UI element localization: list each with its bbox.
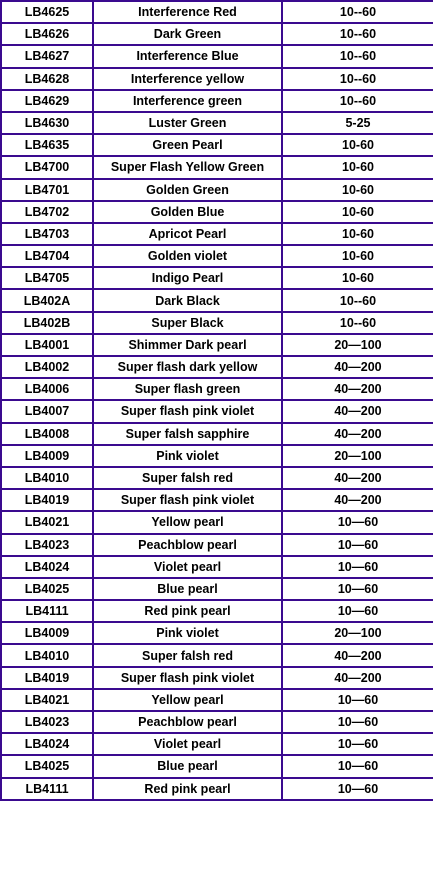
particle-size-cell: 10--60: [282, 68, 433, 90]
particle-size-cell: 10-60: [282, 134, 433, 156]
product-name-cell: Interference Red: [93, 1, 282, 23]
product-name-cell: Interference yellow: [93, 68, 282, 90]
product-name-cell: Super Flash Yellow Green: [93, 156, 282, 178]
product-code-cell: LB4010: [1, 467, 93, 489]
particle-size-cell: 10--60: [282, 45, 433, 67]
table-row: [1, 556, 433, 578]
product-name-cell: Yellow pearl: [93, 511, 282, 533]
product-code-cell: LB4025: [1, 755, 93, 777]
particle-size-cell: 20—100: [282, 445, 433, 467]
particle-size-cell: 10—60: [282, 578, 433, 600]
product-name-cell: Interference Blue: [93, 45, 282, 67]
product-code-cell: LB4019: [1, 667, 93, 689]
particle-size-cell: 40—200: [282, 489, 433, 511]
table-row: [1, 778, 433, 800]
product-name-cell: Yellow pearl: [93, 689, 282, 711]
product-code-cell: LB4021: [1, 511, 93, 533]
table-row: [1, 1, 433, 23]
product-code-cell: LB4629: [1, 90, 93, 112]
particle-size-cell: 10--60: [282, 312, 433, 334]
table-row: [1, 90, 433, 112]
particle-size-cell: 10-60: [282, 179, 433, 201]
particle-size-cell: 10-60: [282, 267, 433, 289]
product-name-cell: Red pink pearl: [93, 778, 282, 800]
product-name-cell: Blue pearl: [93, 755, 282, 777]
product-name-cell: Golden Blue: [93, 201, 282, 223]
product-code-cell: LB4626: [1, 23, 93, 45]
table-row: [1, 223, 433, 245]
table-row: [1, 534, 433, 556]
table-row: [1, 400, 433, 422]
particle-size-cell: 20—100: [282, 622, 433, 644]
product-name-cell: Apricot Pearl: [93, 223, 282, 245]
product-name-cell: Super Black: [93, 312, 282, 334]
particle-size-cell: 10—60: [282, 711, 433, 733]
product-name-cell: Blue pearl: [93, 578, 282, 600]
particle-size-cell: 20—100: [282, 334, 433, 356]
product-name-cell: Dark Black: [93, 289, 282, 311]
product-code-cell: LB4628: [1, 68, 93, 90]
particle-size-cell: 10-60: [282, 223, 433, 245]
table-row: [1, 423, 433, 445]
table-row: [1, 689, 433, 711]
particle-size-cell: 10--60: [282, 1, 433, 23]
table-row: [1, 578, 433, 600]
table-row: [1, 23, 433, 45]
product-name-cell: Pink violet: [93, 622, 282, 644]
product-code-cell: LB4008: [1, 423, 93, 445]
table-row: [1, 445, 433, 467]
product-name-cell: Indigo Pearl: [93, 267, 282, 289]
product-code-cell: LB4006: [1, 378, 93, 400]
table-row: [1, 245, 433, 267]
table-row: [1, 68, 433, 90]
table-row: [1, 179, 433, 201]
product-name-cell: Super falsh sapphire: [93, 423, 282, 445]
product-code-cell: LB4024: [1, 733, 93, 755]
product-code-cell: LB4025: [1, 578, 93, 600]
product-code-cell: LB402B: [1, 312, 93, 334]
particle-size-cell: 40—200: [282, 667, 433, 689]
product-name-cell: Green Pearl: [93, 134, 282, 156]
product-code-cell: LB4701: [1, 179, 93, 201]
product-code-cell: LB4001: [1, 334, 93, 356]
product-name-cell: Violet pearl: [93, 556, 282, 578]
particle-size-cell: 40—200: [282, 378, 433, 400]
particle-size-cell: 40—200: [282, 356, 433, 378]
particle-size-cell: 10-60: [282, 201, 433, 223]
product-name-cell: Golden Green: [93, 179, 282, 201]
product-name-cell: Shimmer Dark pearl: [93, 334, 282, 356]
product-name-cell: Super falsh red: [93, 644, 282, 666]
product-code-cell: LB4009: [1, 445, 93, 467]
product-name-cell: Super flash pink violet: [93, 667, 282, 689]
product-code-cell: LB4625: [1, 1, 93, 23]
particle-size-cell: 40—200: [282, 423, 433, 445]
product-name-cell: Violet pearl: [93, 733, 282, 755]
table-row: [1, 467, 433, 489]
table-row: [1, 45, 433, 67]
product-code-cell: LB4007: [1, 400, 93, 422]
product-name-cell: Dark Green: [93, 23, 282, 45]
particle-size-cell: 10--60: [282, 90, 433, 112]
product-code-cell: LB4023: [1, 711, 93, 733]
product-code-cell: LB4703: [1, 223, 93, 245]
product-name-cell: Red pink pearl: [93, 600, 282, 622]
product-code-cell: LB4704: [1, 245, 93, 267]
product-code-cell: LB4635: [1, 134, 93, 156]
particle-size-cell: 10-60: [282, 245, 433, 267]
product-name-cell: Luster Green: [93, 112, 282, 134]
product-code-cell: LB402A: [1, 289, 93, 311]
table-row: [1, 600, 433, 622]
product-name-cell: Super flash dark yellow: [93, 356, 282, 378]
product-name-cell: Peachblow pearl: [93, 534, 282, 556]
table-row: [1, 356, 433, 378]
product-code-cell: LB4023: [1, 534, 93, 556]
particle-size-cell: 10—60: [282, 556, 433, 578]
product-code-cell: LB4002: [1, 356, 93, 378]
table-row: [1, 378, 433, 400]
particle-size-cell: 10—60: [282, 755, 433, 777]
product-name-cell: Peachblow pearl: [93, 711, 282, 733]
particle-size-cell: 40—200: [282, 644, 433, 666]
particle-size-cell: 5-25: [282, 112, 433, 134]
pigment-table-body: [1, 1, 433, 800]
particle-size-cell: 10—60: [282, 733, 433, 755]
table-row: [1, 112, 433, 134]
table-row: [1, 267, 433, 289]
product-code-cell: LB4705: [1, 267, 93, 289]
table-row: [1, 644, 433, 666]
product-code-cell: LB4702: [1, 201, 93, 223]
product-code-cell: LB4700: [1, 156, 93, 178]
particle-size-cell: 10--60: [282, 23, 433, 45]
product-code-cell: LB4630: [1, 112, 93, 134]
product-code-cell: LB4021: [1, 689, 93, 711]
table-row: [1, 711, 433, 733]
table-row: [1, 755, 433, 777]
table-row: [1, 312, 433, 334]
particle-size-cell: 10—60: [282, 534, 433, 556]
particle-size-cell: 10—60: [282, 778, 433, 800]
table-row: [1, 667, 433, 689]
particle-size-cell: 40—200: [282, 400, 433, 422]
particle-size-cell: 10-60: [282, 156, 433, 178]
table-row: [1, 334, 433, 356]
product-name-cell: Pink violet: [93, 445, 282, 467]
product-code-cell: LB4009: [1, 622, 93, 644]
product-name-cell: Super falsh red: [93, 467, 282, 489]
product-code-cell: LB4111: [1, 600, 93, 622]
product-name-cell: Interference green: [93, 90, 282, 112]
product-name-cell: Super flash green: [93, 378, 282, 400]
particle-size-cell: 10—60: [282, 600, 433, 622]
particle-size-cell: 10—60: [282, 689, 433, 711]
product-name-cell: Super flash pink violet: [93, 489, 282, 511]
product-code-cell: LB4019: [1, 489, 93, 511]
table-row: [1, 134, 433, 156]
product-code-cell: LB4024: [1, 556, 93, 578]
product-name-cell: Super flash pink violet: [93, 400, 282, 422]
particle-size-cell: 10—60: [282, 511, 433, 533]
table-row: [1, 622, 433, 644]
table-row: [1, 289, 433, 311]
product-code-cell: LB4010: [1, 644, 93, 666]
product-name-cell: Golden violet: [93, 245, 282, 267]
product-code-cell: LB4627: [1, 45, 93, 67]
table-row: [1, 511, 433, 533]
table-row: [1, 489, 433, 511]
product-code-cell: LB4111: [1, 778, 93, 800]
particle-size-cell: 10--60: [282, 289, 433, 311]
table-row: [1, 156, 433, 178]
particle-size-cell: 40—200: [282, 467, 433, 489]
table-row: [1, 201, 433, 223]
table-row: [1, 733, 433, 755]
